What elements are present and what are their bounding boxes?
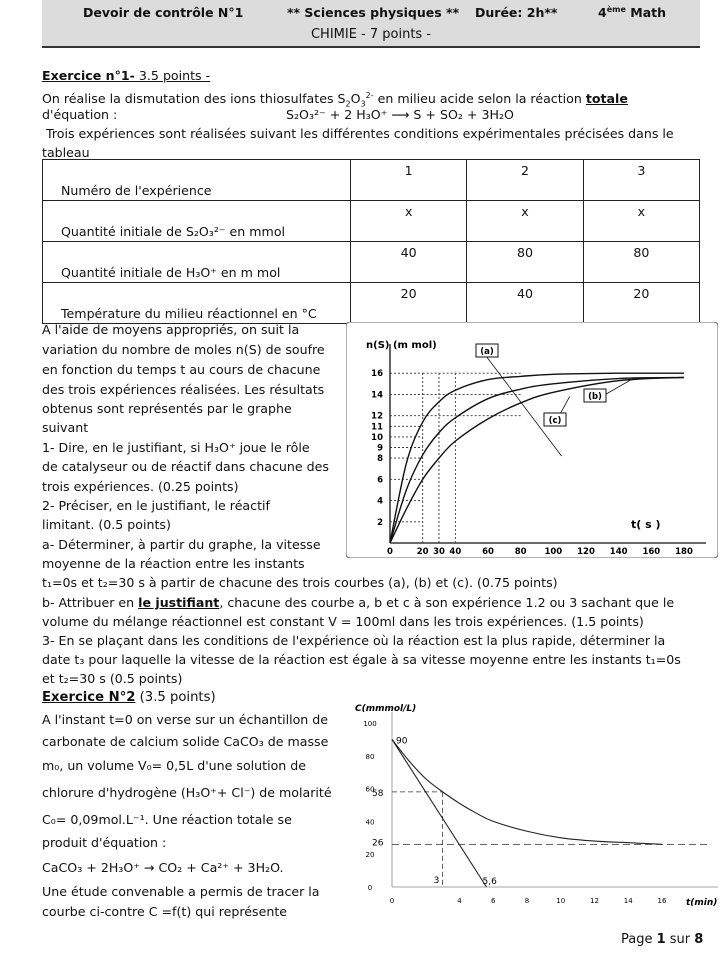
x-tick-label: 0 — [387, 547, 393, 557]
ex1-para-4: des trois expériences réalisées. Les résultats — [42, 382, 325, 397]
page-number: Page 1 sur 8 — [621, 932, 704, 947]
annotation-58: 58 — [372, 788, 384, 799]
exam-header — [42, 0, 700, 25]
x-axis-label: t(min) — [686, 898, 718, 908]
y-tick-label: 16 — [371, 369, 383, 380]
x-tick-label: 12 — [590, 897, 599, 905]
x-axis-label: t( s ) — [631, 518, 661, 531]
ex1-intro-4: tableau — [42, 145, 90, 160]
chart-ns-vs-time — [346, 322, 718, 558]
ex1-q3-b: date t₃ pour laquelle la vitesse de la réaction est égale à sa vitesse moyenne entre les instants t₁=0s — [42, 652, 681, 667]
x-tick-label: 6 — [491, 897, 496, 905]
y-tick-label: 2 — [377, 517, 383, 528]
table-cell: 80 — [467, 242, 583, 283]
x-tick-label: 100 — [544, 547, 563, 557]
y-tick-label: 8 — [377, 454, 383, 465]
x-tick-label: 20 — [416, 547, 429, 557]
ex2-line-1: A l'instant t=0 on verse sur un échantillon de — [42, 712, 328, 727]
section-title: CHIMIE - 7 points - — [42, 24, 700, 48]
table-cell: 80 — [583, 242, 699, 283]
y-tick-label: 10 — [371, 432, 383, 443]
chart-concentration-vs-time — [340, 700, 720, 915]
table-row-label: Température du milieu réactionnel en °C — [43, 283, 351, 324]
x-tick-label: 4 — [457, 897, 462, 905]
ex1-q2-b: limitant. (0.5 points) — [42, 517, 171, 532]
x-tick-label: 0 — [389, 897, 395, 905]
ex1-qa-3: t₁=0s et t₂=30 s à partir de chacune des trois courbes (a), (b) et (c). (0.75 points) — [42, 575, 558, 590]
ex1-qb-1: b- Attribuer en le justifiant, chacune des courbe a, b et c à son expérience 1.2 ou 3 sachant que le — [42, 595, 675, 610]
table-row — [43, 160, 700, 201]
curve-label: (a) — [480, 347, 494, 357]
ex2-line-9: courbe ci-contre C =f(t) qui représente — [42, 904, 287, 919]
chart-frame — [346, 322, 718, 558]
x-tick-label: 60 — [482, 547, 494, 557]
y-tick-label: 4 — [377, 496, 383, 507]
y-tick-label: 100 — [363, 720, 377, 728]
table-cell: 40 — [351, 242, 467, 283]
ex1-heading: Exercice n°1- 3.5 points - — [42, 68, 211, 83]
x-tick-label: 8 — [524, 897, 530, 905]
table-cell: 1 — [351, 160, 467, 201]
ex1-qa-2: moyenne de la réaction entre les instants — [42, 556, 305, 571]
table-cell: x — [583, 201, 699, 242]
ex2-line-2: carbonate de calcium solide CaCO₃ de masse — [42, 734, 329, 749]
y-axis-label: C(mmmol/L) — [355, 704, 417, 714]
x-tick-label: 10 — [556, 897, 566, 905]
x-tick-label: 80 — [514, 547, 527, 557]
exam-class: 4ème Math — [598, 5, 666, 21]
ex1-equation: S₂O₃²⁻ + 2 H₃O⁺ ⟶ S + SO₂ + 3H₂O — [286, 107, 514, 122]
table-row — [43, 201, 700, 242]
table-row — [43, 283, 700, 324]
x-tick-label: 14 — [623, 897, 633, 905]
ex1-q1-b: de catalyseur ou de réactif dans chacune des — [42, 459, 329, 474]
table-row — [43, 242, 700, 283]
table-cell: x — [351, 201, 467, 242]
y-tick-label: 60 — [365, 785, 375, 794]
exam-duration: Durée: 2h** — [475, 5, 558, 20]
ex2-line-3: m₀, un volume V₀= 0,5L d'une solution de — [42, 758, 307, 773]
table-row-label: Quantité initiale de S₂O₃²⁻ en mmol — [43, 201, 351, 242]
table-row-label: Numéro de l'expérience — [43, 160, 351, 201]
y-tick-label: 0 — [367, 884, 373, 892]
y-tick-label: 80 — [365, 752, 375, 761]
ex1-para-1: A l'aide de moyens appropriés, on suit la — [42, 322, 300, 337]
curve-label: (b) — [588, 392, 602, 402]
ex2-heading: Exercice N°2 (3.5 points) — [42, 690, 216, 705]
ex1-q1-a: 1- Dire, en le justifiant, si H₃O⁺ joue le rôle — [42, 440, 310, 455]
table-cell: 20 — [351, 283, 467, 324]
y-tick-label: 6 — [377, 475, 383, 486]
experiments-table — [42, 159, 700, 324]
y-tick-label: 12 — [371, 411, 383, 422]
ex1-q2-a: 2- Préciser, en le justifiant, le réactif — [42, 498, 270, 513]
exam-subject: ** Sciences physiques ** — [287, 5, 460, 20]
annotation-26: 26 — [372, 838, 384, 849]
x-tick-label: 16 — [657, 897, 667, 905]
ex1-intro-3: Trois expériences sont réalisées suivant les différentes conditions expérimentales précisées dans le — [46, 126, 674, 141]
series-line-tangent — [392, 739, 487, 887]
ex2-line-6: produit d'équation : — [42, 835, 167, 850]
y-tick-label: 9 — [377, 443, 383, 454]
ex2-line-7: CaCO₃ + 2H₃O⁺ → CO₂ + Ca²⁺ + 3H₂O. — [42, 860, 284, 875]
annotation-3: 3 — [433, 876, 440, 886]
y-axis-label: n(S) (m mol) — [366, 340, 437, 351]
ex1-q3-c: et t₂=30 s (0.5 points) — [42, 671, 183, 686]
ex2-line-4: chlorure d'hydrogène (H₃O⁺+ Cl⁻) de molarité — [42, 785, 332, 800]
ex1-para-3: en fonction du temps t au cours de chacune — [42, 362, 321, 377]
ex1-qb-2: volume du mélange réactionnel est constant V = 100ml dans les trois expériences. (1.5 points) — [42, 614, 644, 629]
ex1-para-6: suivant — [42, 420, 89, 435]
table-cell: x — [467, 201, 583, 242]
ex1-intro-2: d'équation : — [42, 107, 118, 122]
table-cell: 3 — [583, 160, 699, 201]
ex1-para-5: obtenus sont représentés par le graphe — [42, 401, 292, 416]
annotation-5-6: 5,6 — [482, 877, 497, 887]
table-cell: 2 — [467, 160, 583, 201]
x-tick-label: 30 — [433, 547, 445, 557]
table-row-label: Quantité initiale de H₃O⁺ en m mol — [43, 242, 351, 283]
ex1-qa-1: a- Déterminer, à partir du graphe, la vitesse — [42, 537, 321, 552]
x-tick-label: 180 — [675, 547, 693, 557]
table-cell: 20 — [583, 283, 699, 324]
ex1-para-2: variation du nombre de moles n(S) de soufre — [42, 342, 325, 357]
x-tick-label: 160 — [642, 547, 661, 557]
x-tick-label: 40 — [449, 547, 462, 557]
table-cell: 40 — [467, 283, 583, 324]
ex1-q1-c: trois expériences. (0.25 points) — [42, 479, 239, 494]
x-tick-label: 140 — [609, 547, 628, 557]
annotation-90: 90 — [396, 736, 408, 747]
y-tick-label: 20 — [365, 851, 375, 860]
ex2-line-8: Une étude convenable a permis de tracer la — [42, 884, 320, 899]
ex2-line-5: C₀= 0,09mol.L⁻¹. Une réaction totale se — [42, 812, 292, 827]
ex1-intro-1: On réalise la dismutation des ions thiosulfates $S_2O_3^{2-}$ en milieu acide selon la réaction totale — [42, 91, 628, 109]
curve-label: (c) — [548, 416, 562, 426]
y-tick-label: 11 — [371, 422, 383, 433]
x-tick-label: 120 — [577, 547, 595, 557]
exam-title: Devoir de contrôle N°1 — [83, 5, 244, 20]
ex1-q3-a: 3- En se plaçant dans les conditions de l'expérience où la réaction est la plus rapide, déterminer la — [42, 633, 666, 648]
y-tick-label: 40 — [365, 818, 375, 827]
y-tick-label: 14 — [371, 390, 383, 401]
